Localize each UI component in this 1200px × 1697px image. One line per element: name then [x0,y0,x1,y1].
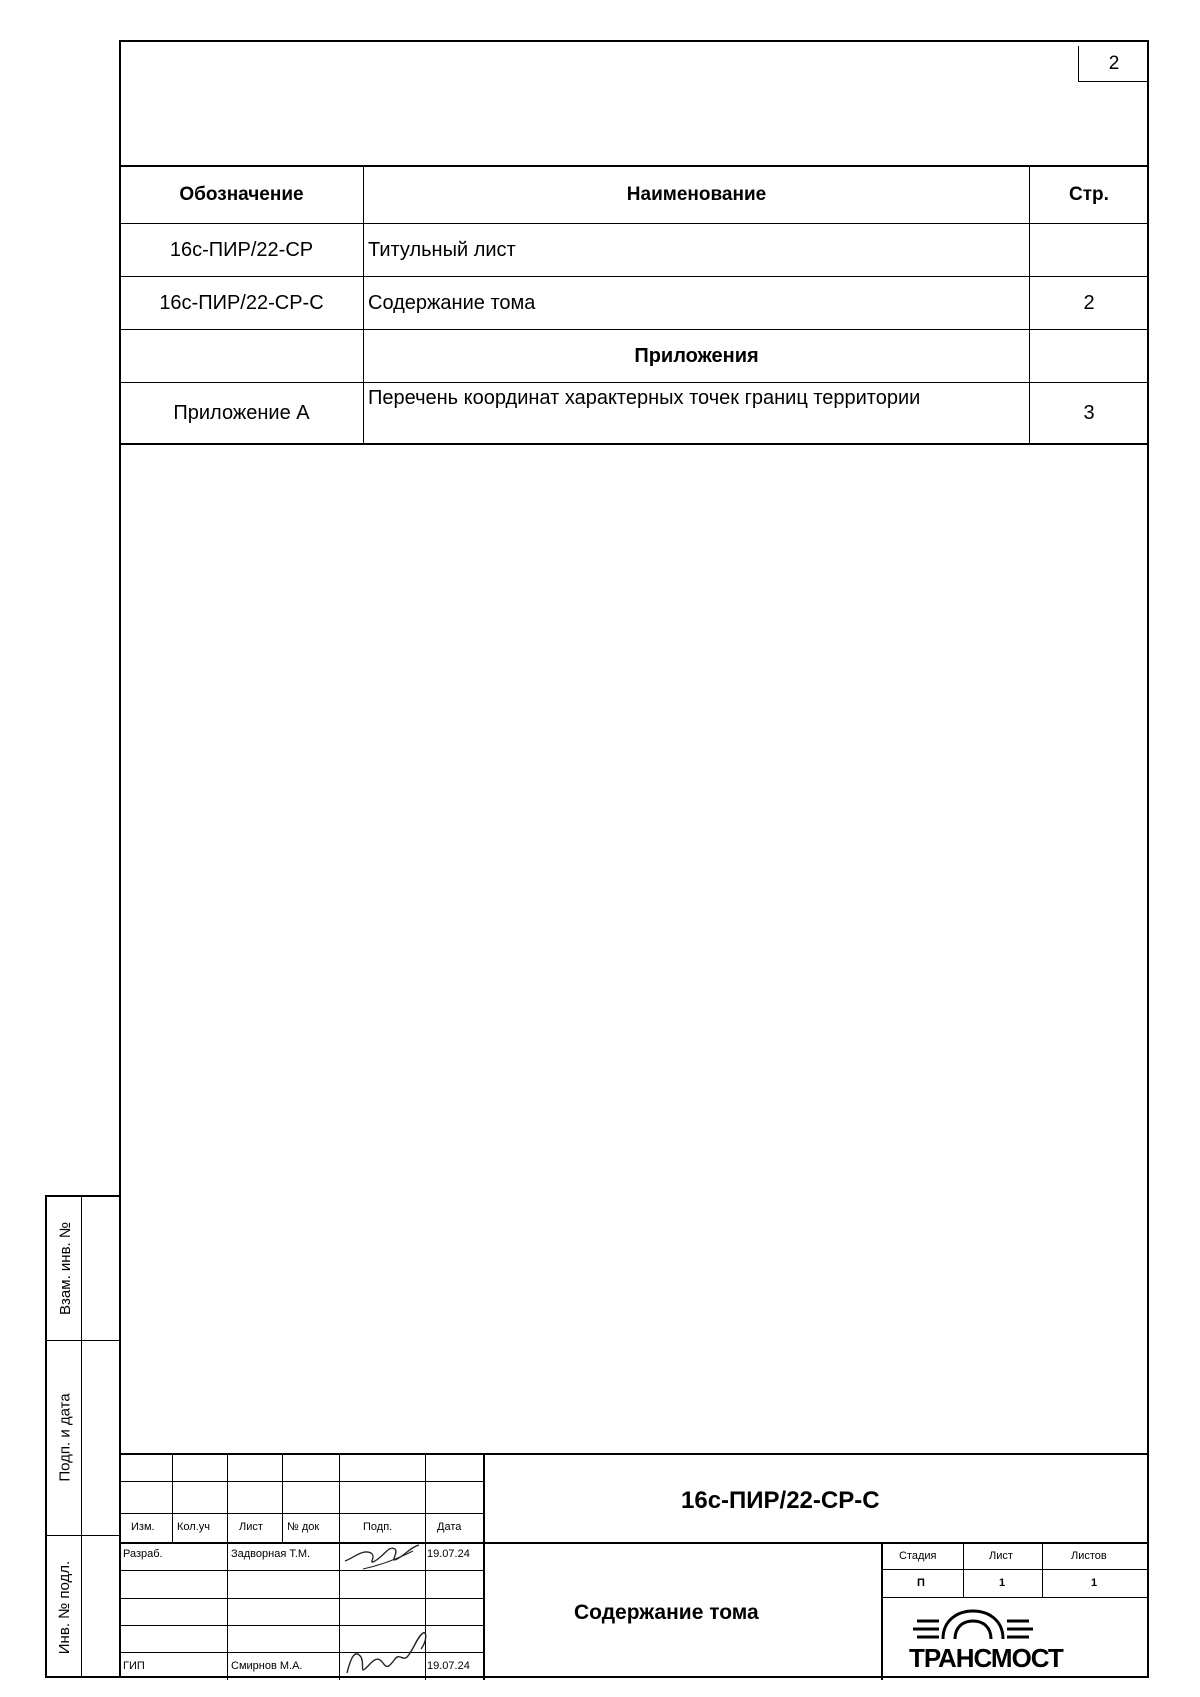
name-gip: Смирнов М.А. [231,1660,303,1672]
row-page: 3 [1030,383,1149,445]
col-kol: Кол.уч [177,1521,210,1533]
stage-value: П [917,1577,925,1589]
table-row [120,330,1149,383]
logo-text: ТРАНСМОСТ [909,1643,1063,1673]
table-row [120,383,1149,445]
signature-gip [341,1627,441,1681]
row-page: 2 [1030,277,1149,330]
header-page: Стр. [1030,166,1149,224]
row-designation: 16с-ПИР/22-СР [120,224,364,277]
sheets-label: Листов [1071,1550,1107,1562]
col-ndok: № док [287,1521,320,1533]
title-block [119,1453,1149,1678]
inv-podl-label: Инв. № подл. [56,1560,74,1655]
vzam-inv-label: Взам. инв. № [56,1222,74,1315]
header-designation: Обозначение [120,166,364,224]
contents-table [119,165,1149,445]
signature-razrab [341,1539,423,1573]
role-razrab: Разраб. [123,1548,163,1560]
sheet-number: 2 [1078,46,1149,82]
side-stamp [45,1195,119,1678]
table-header-row [120,166,1149,224]
row-designation: Приложение А [120,383,364,445]
col-izm: Изм. [131,1521,155,1533]
row-page [1030,330,1149,383]
sheets-value: 1 [1091,1577,1098,1589]
col-date: Дата [437,1521,462,1533]
sheet-value: 1 [999,1577,1006,1589]
row-designation [120,330,364,383]
role-gip: ГИП [123,1660,145,1672]
sheet-label: Лист [989,1550,1013,1562]
col-podp: Подп. [363,1521,393,1533]
row-designation: 16с-ПИР/22-СР-С [120,277,364,330]
transmost-logo [899,1603,1139,1675]
row-name: Содержание тома [364,277,1030,330]
table-row [120,224,1149,277]
stage-label: Стадия [899,1550,937,1562]
document-name: Содержание тома [574,1601,759,1624]
date-razrab: 19.07.24 [427,1548,470,1560]
section-heading: Приложения [364,330,1030,383]
col-list: Лист [239,1521,263,1533]
table-row [120,277,1149,330]
document-code: 16с-ПИР/22-СР-С [681,1487,880,1514]
name-razrab: Задворная Т.М. [231,1548,311,1560]
row-page [1030,224,1149,277]
date-gip: 19.07.24 [427,1660,470,1672]
row-name: Титульный лист [364,224,1030,277]
row-name: Перечень координат характерных точек границ территории [364,383,1030,445]
podp-data-label: Подп. и дата [56,1393,74,1482]
header-name: Наименование [364,166,1030,224]
